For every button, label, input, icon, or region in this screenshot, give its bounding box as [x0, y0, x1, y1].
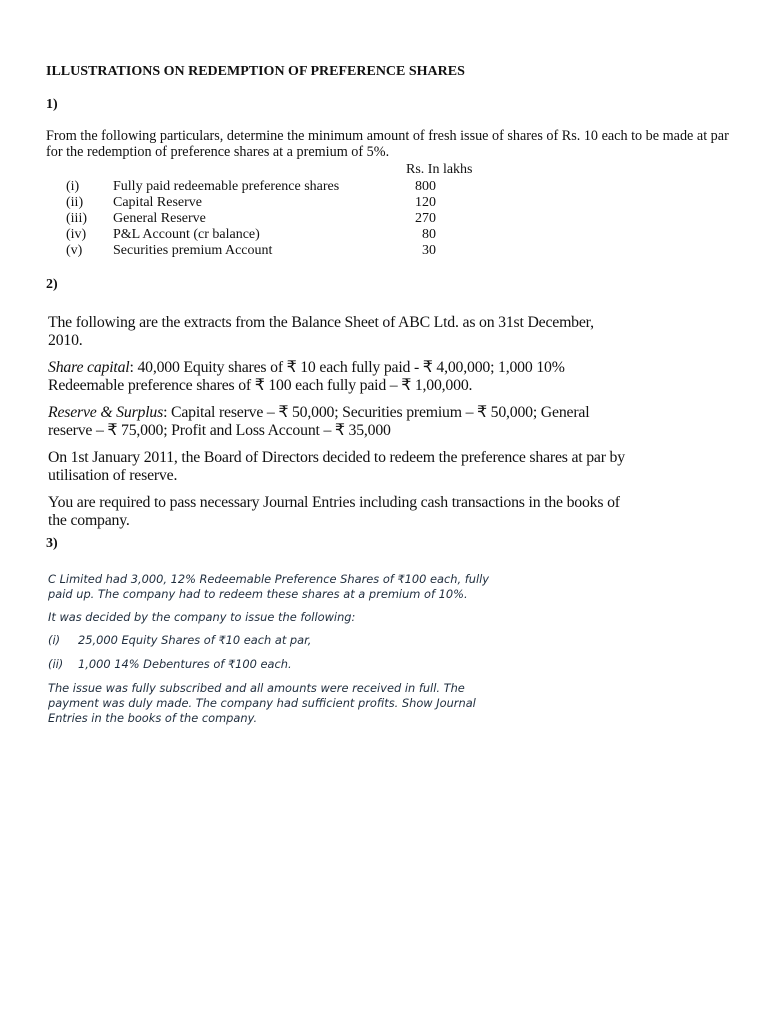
item-value: 800 — [415, 179, 436, 194]
question-2-paragraph: The following are the extracts from the Balance Sheet of ABC Ltd. as on 31st December, 2010. — [48, 314, 594, 349]
item-value: 270 — [415, 211, 436, 226]
table-row — [66, 227, 486, 243]
table-row — [66, 211, 486, 227]
list-item — [48, 633, 508, 648]
item-label: P&L Account (cr balance) — [113, 227, 260, 242]
unit-header: Rs. In lakhs — [406, 162, 473, 177]
question-2-body — [48, 314, 628, 539]
item-value: 120 — [415, 195, 436, 210]
item-number: (iv) — [66, 227, 87, 242]
table-row — [66, 179, 486, 195]
item-value: 80 — [422, 227, 436, 242]
question-2-paragraph: On 1st January 2011, the Board of Directors decided to redeem the preference shares at par by utilisation of reserve. — [48, 449, 625, 484]
share-capital-label: Share capital — [48, 359, 130, 376]
item-number: (i) — [66, 179, 80, 194]
question-3-paragraph: C Limited had 3,000, 12% Redeemable Preference Shares of ₹100 each, fully paid up. The company had to redeem these shares at a premium of 10%. — [48, 572, 490, 601]
item-label: General Reserve — [113, 211, 206, 226]
list-item — [48, 657, 508, 672]
page-title: ILLUSTRATIONS ON REDEMPTION OF PREFERENCE SHARES — [46, 64, 465, 79]
share-capital-text: : 40,000 Equity shares of ₹ 10 each fully paid - ₹ 4,00,000; 1,000 10% Redeemable preference shares of ₹ 100 each fully paid – ₹ 1,00,000. — [48, 359, 565, 394]
question-1-number: 1) — [46, 97, 58, 112]
item-number: (ii) — [48, 657, 64, 671]
question-3-paragraph: It was decided by the company to issue the following: — [48, 610, 356, 624]
question-2-number: 2) — [46, 277, 58, 292]
question-3-paragraph: The issue was fully subscribed and all amounts were received in full. The payment was duly made. The company had sufficient profits. Show Journal Entries in the books of the company. — [48, 681, 476, 725]
item-label: Fully paid redeemable preference shares — [113, 179, 340, 194]
question-3-body — [48, 572, 508, 734]
reserves-text: : Capital reserve – ₹ 50,000; Securities premium – ₹ 50,000; General reserve – ₹ 75,000; Profit and Loss Account – ₹ 35,000 — [48, 404, 590, 439]
question-1-intro: From the following particulars, determine the minimum amount of fresh issue of shares of Rs. 10 each to be made at par for the redemption of preference shares at a premium of 5%. — [46, 128, 729, 160]
item-label: Capital Reserve — [113, 195, 203, 210]
table-row — [66, 195, 486, 211]
item-number: (iii) — [66, 211, 87, 226]
question-2-reserves — [48, 404, 628, 440]
item-number: (v) — [66, 243, 83, 258]
item-number: (ii) — [66, 195, 84, 210]
item-text: 25,000 Equity Shares of ₹10 each at par, — [78, 633, 312, 647]
item-number: (i) — [48, 633, 61, 647]
question-2-share-capital — [48, 359, 628, 395]
item-value: 30 — [422, 243, 436, 258]
reserves-label: Reserve & Surplus — [48, 404, 164, 421]
item-text: 1,000 14% Debentures of ₹100 each. — [78, 657, 292, 671]
table-row — [66, 243, 486, 259]
item-label: Securities premium Account — [113, 243, 273, 258]
question-2-paragraph: You are required to pass necessary Journal Entries including cash transactions in the books of the company. — [48, 494, 620, 529]
question-3-number: 3) — [46, 536, 58, 551]
